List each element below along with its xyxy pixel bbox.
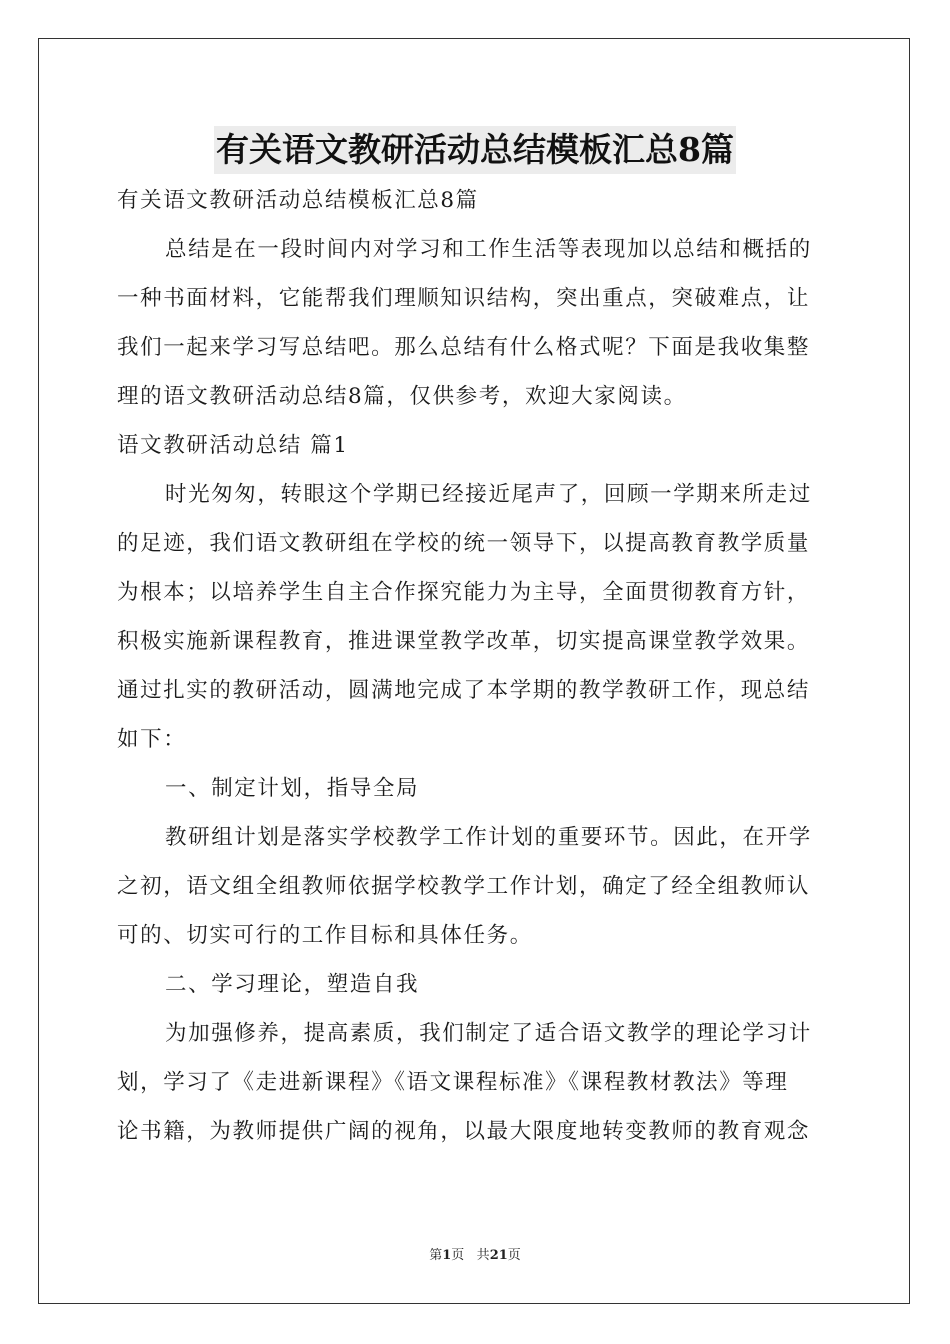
text-line: 我们一起来学习写总结吧。那么总结有什么格式呢？下面是我收集整 bbox=[117, 335, 811, 360]
total-pages: 21 bbox=[489, 1248, 508, 1263]
text-line: 之初，语文组全组教师依据学校教学工作计划，确定了经全组教师认 bbox=[117, 874, 811, 899]
text-line: 划，学习了《走进新课程》《语文课程标准》《课程教材教法》等理 bbox=[117, 1070, 789, 1095]
text-line: 二、学习理论，塑造自我 bbox=[165, 972, 420, 997]
text-line: 理的语文教研活动总结8篇，仅供参考，欢迎大家阅读。 bbox=[117, 384, 687, 409]
total-suffix: 页 bbox=[507, 1248, 521, 1263]
text-line: 语文教研活动总结 篇1 bbox=[117, 433, 349, 458]
text-line: 论书籍，为教师提供广阔的视角，以最大限度地转变教师的教育观念 bbox=[117, 1119, 811, 1144]
page-footer bbox=[0, 1247, 950, 1265]
page-suffix: 页 bbox=[451, 1248, 465, 1263]
text-line: 的足迹，我们语文教研组在学校的统一领导下，以提高教育教学质量 bbox=[117, 531, 811, 556]
text-line: 一、制定计划，指导全局 bbox=[165, 776, 420, 801]
text-line: 为根本；以培养学生自主合作探究能力为主导，全面贯彻教育方针， bbox=[117, 580, 811, 605]
text-line: 通过扎实的教研活动，圆满地完成了本学期的教学教研工作，现总结 bbox=[117, 678, 811, 703]
text-line: 一种书面材料，它能帮我们理顺知识结构，突出重点，突破难点，让 bbox=[117, 286, 811, 311]
title-container bbox=[0, 126, 950, 174]
text-line: 总结是在一段时间内对学习和工作生活等表现加以总结和概括的 bbox=[165, 237, 812, 262]
total-prefix: 共 bbox=[476, 1248, 490, 1263]
page-number: 1 bbox=[442, 1248, 452, 1263]
text-line: 为加强修养，提高素质，我们制定了适合语文教学的理论学习计 bbox=[165, 1021, 812, 1046]
text-line: 可的、切实可行的工作目标和具体任务。 bbox=[117, 923, 533, 948]
document-body bbox=[117, 176, 833, 1156]
text-line: 如下： bbox=[117, 727, 187, 752]
document-title: 有关语文教研活动总结模板汇总8篇 bbox=[214, 126, 736, 174]
text-line: 时光匆匆，转眼这个学期已经接近尾声了，回顾一学期来所走过 bbox=[165, 482, 812, 507]
text-line: 积极实施新课程教育，推进课堂教学改革，切实提高课堂教学效果。 bbox=[117, 629, 811, 654]
text-line: 有关语文教研活动总结模板汇总8篇 bbox=[117, 188, 479, 213]
text-line: 教研组计划是落实学校教学工作计划的重要环节。因此，在开学 bbox=[165, 825, 812, 850]
page-prefix: 第 bbox=[429, 1248, 443, 1263]
